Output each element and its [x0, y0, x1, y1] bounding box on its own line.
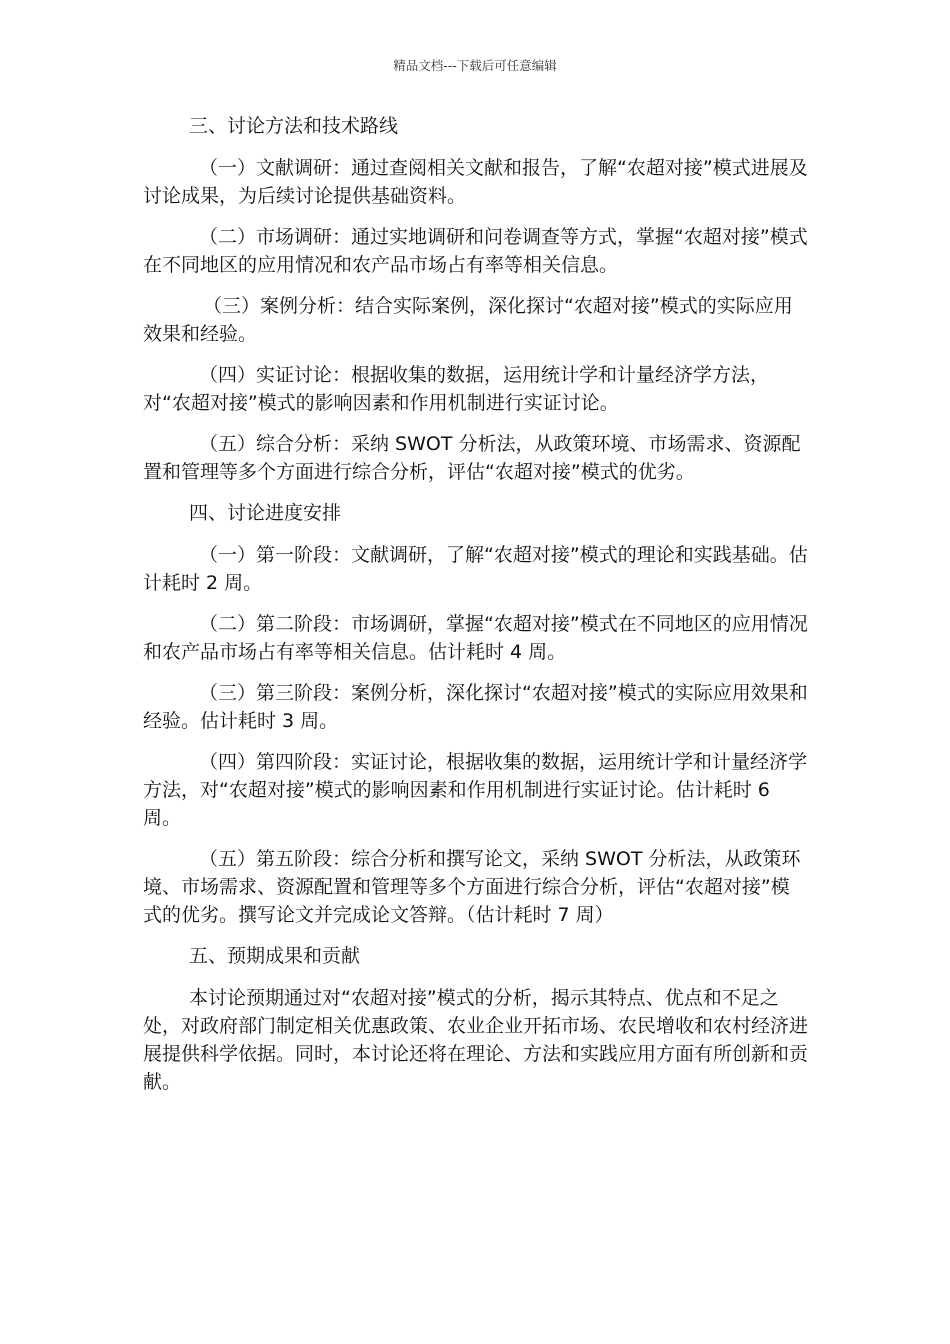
paragraph: （二）第二阶段：市场调研，掌握“农超对接”模式在不同地区的应用情况和农产品市场占有率等相关信息。估计耗时 4 周。: [143, 613, 808, 663]
paragraph: （四）第四阶段：实证讨论，根据收集的数据，运用统计学和计量经济学方法，对“农超对接”模式的影响因素和作用机制进行实证讨论。估计耗时 6 周。: [143, 751, 808, 829]
paragraph: （三）第三阶段：案例分析，深化探讨“农超对接”模式的实际应用效果和经验。估计耗时 3 周。: [143, 682, 808, 732]
paragraph: （五）综合分析：采纳 SWOT 分析法，从政策环境、市场需求、资源配置和管理等多个方面进行综合分析，评估“农超对接”模式的优劣。: [143, 433, 801, 483]
document-body: [143, 112, 808, 1109]
paragraph: （三）案例分析：结合实际案例，深化探讨“农超对接”模式的实际应用效果和经验。: [143, 295, 793, 345]
paragraph: （二）市场调研：通过实地调研和问卷调查等方式，掌握“农超对接”模式在不同地区的应用情况和农产品市场占有率等相关信息。: [143, 226, 808, 276]
paragraph: （一）第一阶段：文献调研，了解“农超对接”模式的理论和实践基础。估计耗时 2 周。: [143, 544, 808, 594]
paragraph: 本讨论预期通过对“农超对接”模式的分析，揭示其特点、优点和不足之处，对政府部门制定相关优惠政策、农业企业开拓市场、农民增收和农村经济进展提供科学依据。同时，本讨论还将在理论、方法和实践应用方面有所创新和贡献。: [143, 987, 809, 1093]
section-heading: 四、讨论进度安排: [189, 502, 342, 524]
paragraph: （一）文献调研：通过查阅相关文献和报告，了解“农超对接”模式进展及讨论成果，为后续讨论提供基础资料。: [143, 157, 808, 207]
paragraph: （四）实证讨论：根据收集的数据，运用统计学和计量经济学方法，对“农超对接”模式的影响因素和作用机制进行实证讨论。: [143, 364, 770, 414]
page-header: 精品文档---下载后可任意编辑: [393, 58, 557, 73]
section-heading: 五、预期成果和贡献: [189, 945, 361, 967]
section-heading: 三、讨论方法和技术路线: [189, 115, 399, 137]
paragraph: （五）第五阶段：综合分析和撰写论文，采纳 SWOT 分析法，从政策环境、市场需求、资源配置和管理等多个方面进行综合分析，评估“农超对接”模式的优劣。撰写论文并完成论文答辩。（估计耗时 7 周）: [143, 848, 801, 926]
